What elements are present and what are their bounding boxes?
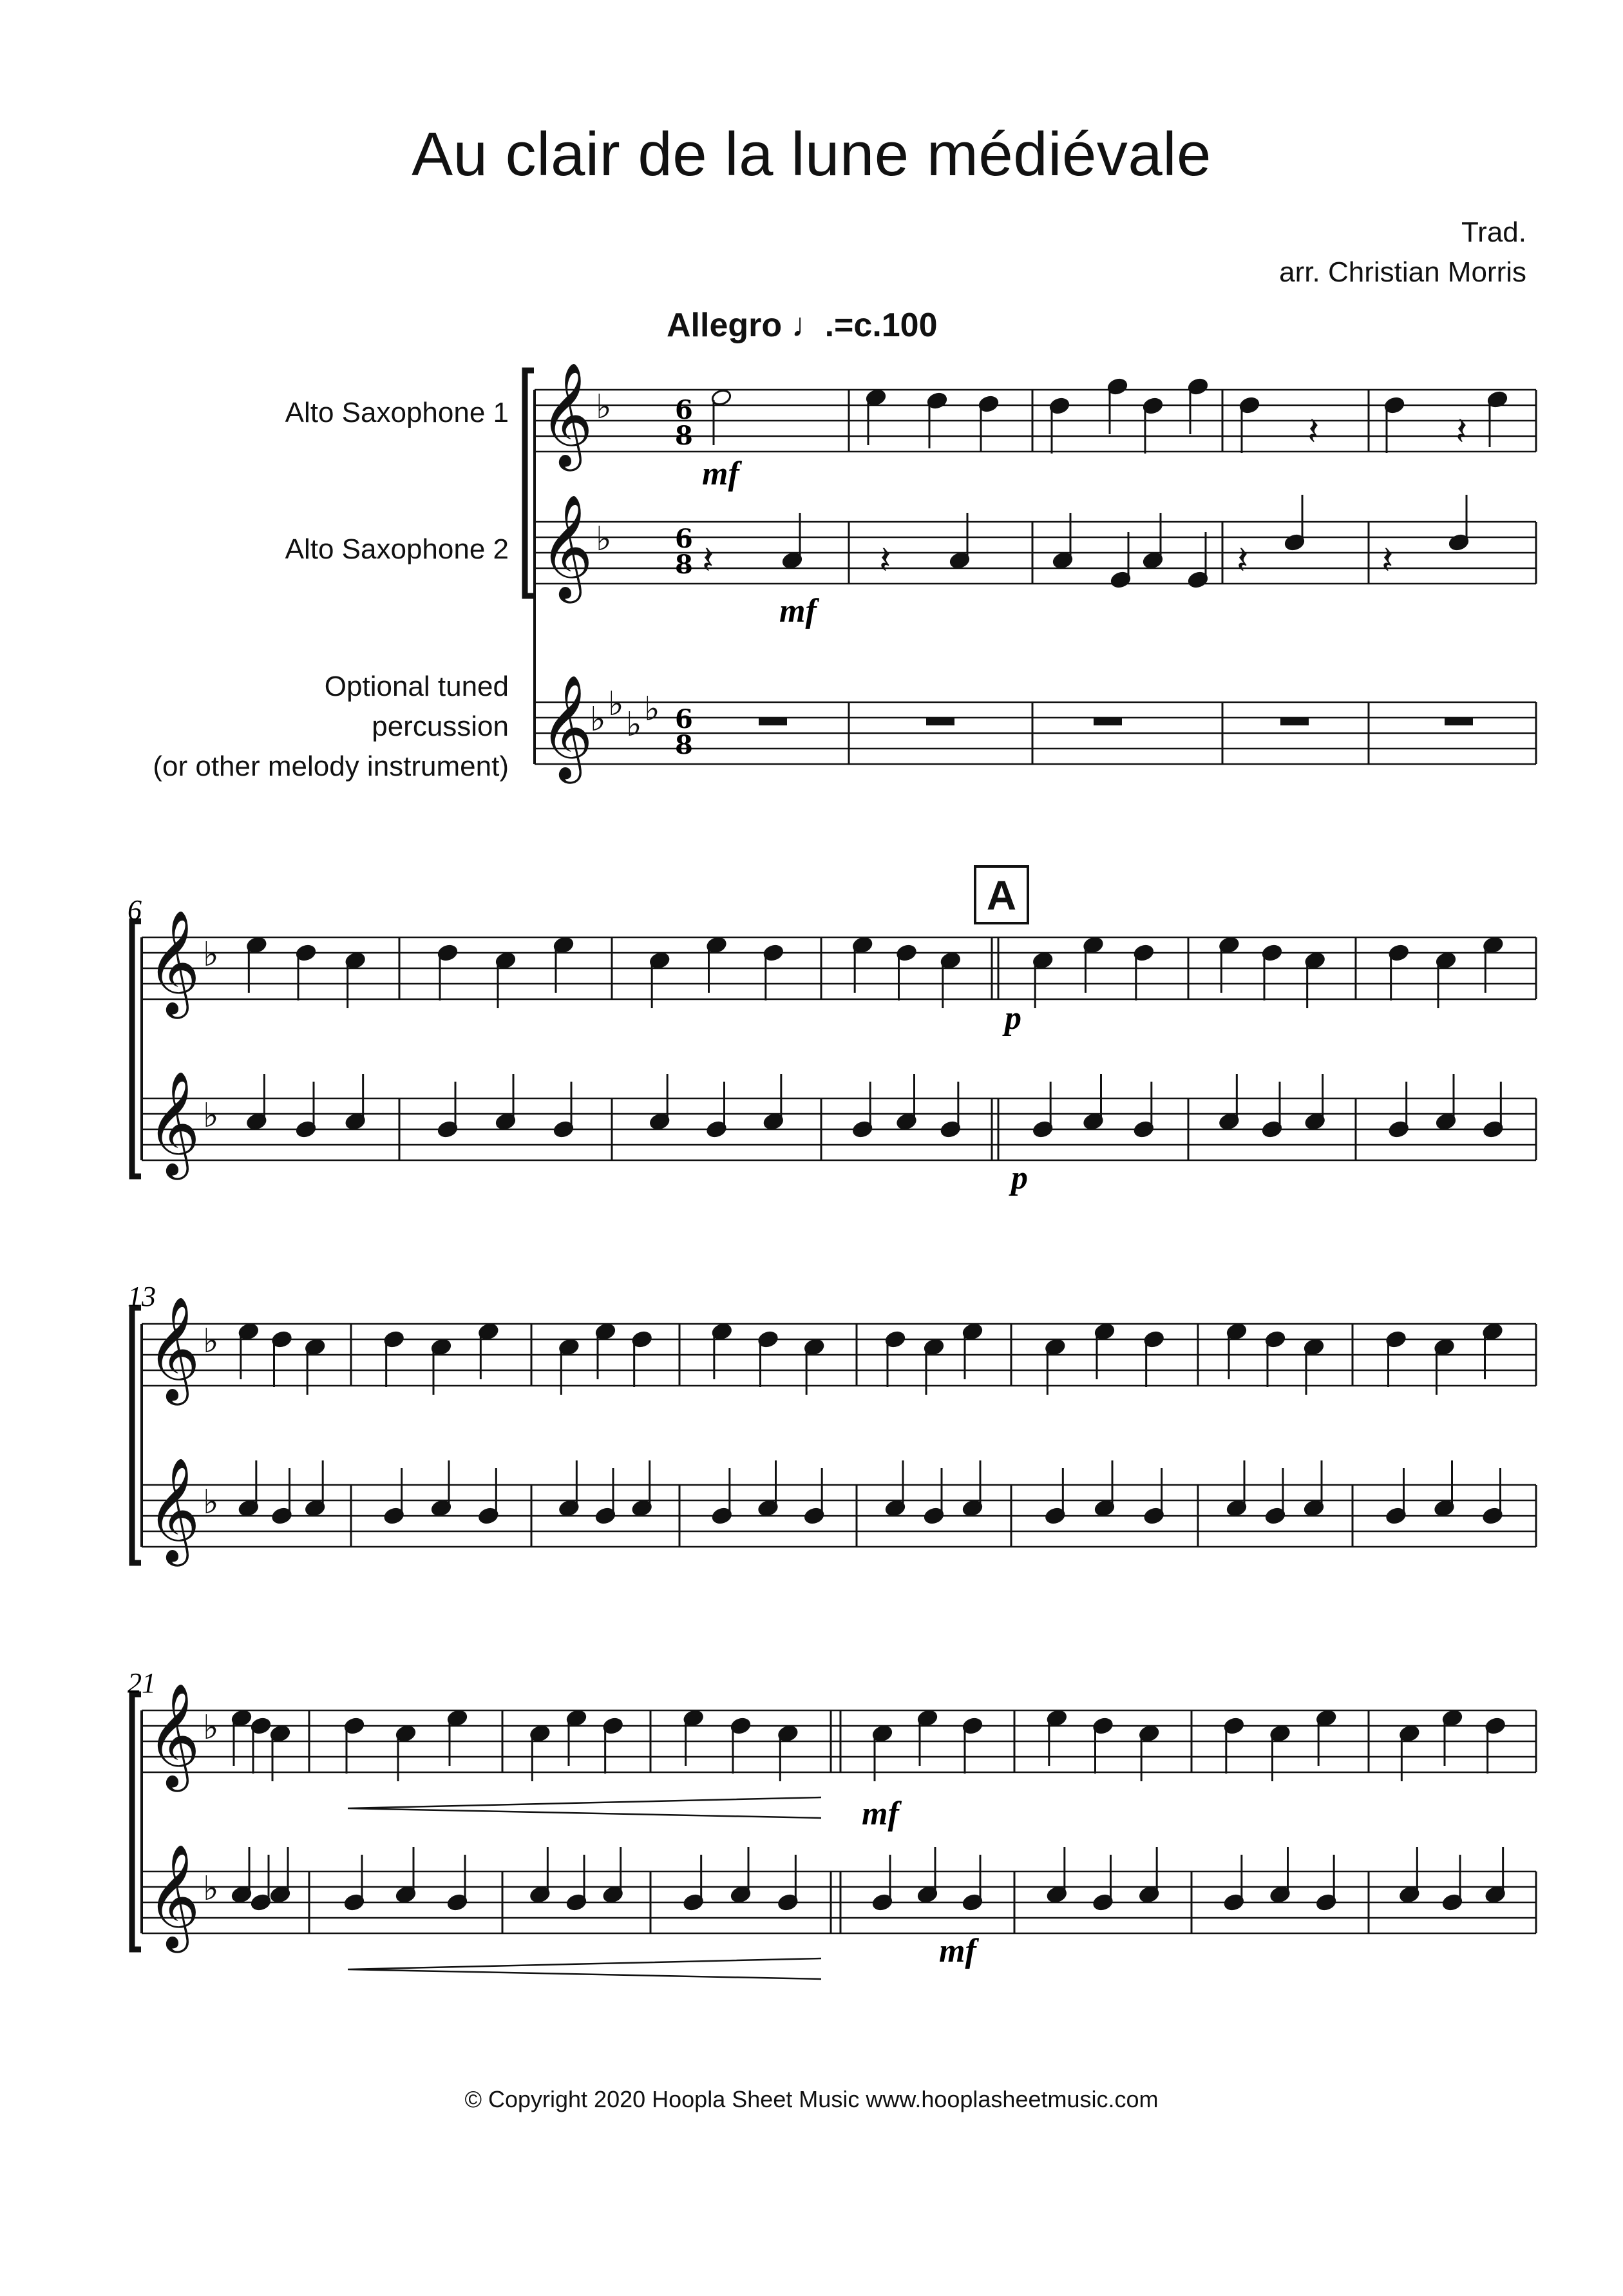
copyright-footer: © Copyright 2020 Hoopla Sheet Music www.hooplasheetmusic.com	[464, 2086, 1159, 2112]
treble-clef-icon: 𝄞	[147, 1071, 200, 1176]
crescendo-hairpin	[348, 1958, 821, 1979]
percussion-line1: Optional tuned	[324, 671, 509, 702]
key-signature-flat-icon: ♭	[203, 1708, 219, 1747]
rest-icon: 𝄽	[702, 538, 714, 583]
time-sig-bottom-sax2: 8	[675, 550, 693, 580]
crescendo-hairpin	[348, 1797, 821, 1818]
time-sig-bottom-sax1: 8	[675, 421, 693, 451]
percussion-line3: (or other melody instrument)	[153, 751, 509, 782]
key-signature-flat-icon: ♭	[626, 705, 642, 744]
arranger: arr. Christian Morris	[1279, 256, 1526, 288]
bracket-sax	[132, 1308, 141, 1563]
key-signature-flat-icon: ♭	[608, 685, 624, 723]
whole-rest	[1280, 718, 1309, 725]
treble-clef-icon: 𝄞	[147, 1457, 200, 1562]
rest-icon: 𝄽	[879, 538, 891, 583]
treble-clef-icon: 𝄞	[540, 674, 593, 780]
dynamic-p-sax2: p	[1011, 1160, 1028, 1196]
key-signature-flat-icon: ♭	[644, 690, 660, 729]
treble-clef-icon: 𝄞	[147, 910, 200, 1015]
percussion-line2: percussion	[372, 711, 509, 742]
measure-number-13: 13	[128, 1281, 156, 1312]
whole-rest	[1445, 718, 1473, 725]
page-title: Au clair de la lune médiévale	[412, 120, 1211, 189]
key-signature-flat-icon: ♭	[203, 935, 219, 974]
dynamic-p-sax1: p	[1005, 1000, 1021, 1037]
key-signature-flat-icon: ♭	[590, 700, 606, 739]
time-sig-top-sax2: 6	[675, 524, 693, 554]
rest-icon: 𝄽	[1381, 538, 1394, 583]
time-sig-top-perc: 6	[675, 704, 693, 734]
key-signature-flat-icon: ♭	[203, 1322, 219, 1361]
key-signature-flat-icon: ♭	[596, 388, 612, 426]
rest-icon: 𝄽	[1456, 409, 1468, 454]
time-sig-top-sax1: 6	[675, 395, 693, 425]
key-signature-flat-icon: ♭	[203, 1870, 219, 1908]
dynamic-mf-sax2: mf	[779, 593, 817, 629]
treble-clef-icon: 𝄞	[540, 494, 593, 599]
measure-number-6: 6	[128, 894, 142, 926]
treble-clef-icon: 𝄞	[147, 1296, 200, 1401]
rehearsal-mark: A	[974, 865, 1029, 924]
bracket-sax	[525, 370, 534, 596]
key-signature-flat-icon: ♭	[203, 1483, 219, 1522]
key-signature-flat-icon: ♭	[203, 1096, 219, 1135]
instrument-name-sax1: Alto Saxophone 1	[285, 397, 509, 428]
bracket-sax	[132, 1694, 141, 1949]
treble-clef-icon: 𝄞	[147, 1844, 200, 1949]
dynamic-mf-sax1: mf	[702, 455, 739, 492]
composer-trad: Trad.	[1461, 216, 1526, 248]
rest-icon: 𝄽	[1307, 409, 1320, 454]
whole-rest	[759, 718, 787, 725]
treble-clef-icon: 𝄞	[540, 362, 593, 467]
tempo-marking: Allegro ♩.=c.100	[667, 307, 938, 344]
rest-icon: 𝄽	[1237, 538, 1249, 583]
instrument-name-sax2: Alto Saxophone 2	[285, 533, 509, 565]
bracket-sax	[132, 921, 141, 1176]
dynamic-mf-sax1-sys4: mf	[862, 1795, 899, 1832]
dynamic-mf-sax2-sys4: mf	[939, 1933, 976, 1969]
treble-clef-icon: 𝄞	[147, 1683, 200, 1788]
time-sig-bottom-perc: 8	[675, 730, 693, 760]
whole-rest	[926, 718, 954, 725]
measure-number-21: 21	[128, 1667, 156, 1699]
key-signature-flat-icon: ♭	[596, 520, 612, 559]
whole-rest	[1094, 718, 1122, 725]
